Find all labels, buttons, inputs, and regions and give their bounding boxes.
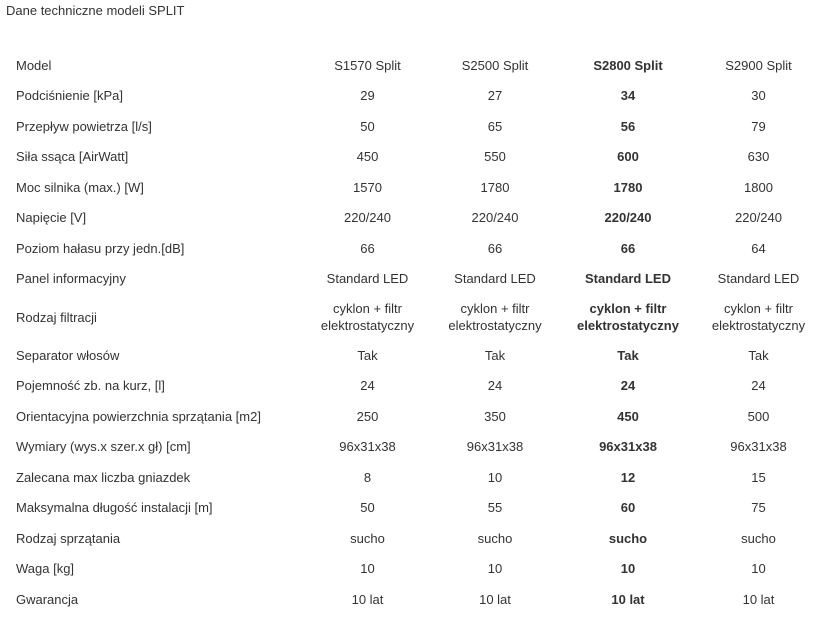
table-row (8, 264, 826, 295)
row-value: cyklon + filtr elektrostatyczny (448, 301, 542, 333)
row-value: 10 (751, 561, 766, 577)
row-value: 66 (360, 240, 375, 256)
model-header: S2900 Split (725, 57, 792, 73)
row-value: 10 lat (611, 591, 645, 607)
row-value: 630 (747, 149, 770, 165)
row-value: 250 (356, 408, 379, 424)
row-value: 450 (356, 149, 379, 165)
row-value: Tak (748, 347, 769, 363)
model-header: S1570 Split (334, 57, 401, 73)
row-value: 96x31x38 (466, 439, 524, 455)
row-label: Zalecana max liczba gniazdek (16, 469, 191, 485)
row-label: Rodzaj filtracji (16, 309, 97, 325)
row-value: 1780 (480, 179, 510, 195)
row-value: 75 (751, 500, 766, 516)
row-value: 1780 (613, 179, 643, 195)
row-value: 24 (620, 378, 636, 394)
row-label: Panel informacyjny (16, 271, 126, 287)
row-value: 96x31x38 (599, 439, 657, 455)
row-value: 96x31x38 (730, 439, 787, 455)
table-row (8, 340, 826, 371)
table-row (8, 233, 826, 264)
model-header: S2800 Split (593, 57, 663, 73)
row-value: sucho (608, 530, 648, 546)
row-value: 96x31x38 (339, 439, 396, 455)
row-value: Tak (617, 347, 639, 363)
row-value: 500 (747, 408, 770, 424)
row-value: 10 lat (479, 591, 511, 607)
row-value: 55 (487, 500, 503, 516)
row-value: cyklon + filtr elektrostatyczny (320, 301, 415, 333)
row-value: 65 (487, 118, 503, 134)
table-row (8, 142, 826, 173)
row-value: 30 (751, 88, 766, 104)
row-value: sucho (350, 530, 385, 546)
row-label: Waga [kg] (16, 561, 75, 577)
row-value: 220/240 (735, 210, 782, 226)
row-label: Podciśnienie [kPa] (16, 88, 123, 104)
row-value: 60 (620, 500, 636, 516)
row-value: 220/240 (471, 210, 519, 226)
row-value: 12 (620, 469, 636, 485)
row-value: 10 lat (742, 591, 775, 607)
row-value: Standard LED (585, 271, 671, 287)
row-value: 220/240 (344, 210, 391, 226)
row-value: sucho (741, 530, 776, 546)
row-value: 27 (487, 88, 503, 104)
table-row (8, 294, 826, 340)
row-value: 8 (363, 469, 372, 485)
row-value: 66 (487, 240, 503, 256)
row-value: 24 (487, 378, 503, 394)
row-label: Napięcie [V] (16, 210, 87, 226)
row-label: Rodzaj sprzątania (16, 530, 121, 546)
table-row (8, 81, 826, 112)
row-value: 550 (484, 149, 506, 165)
table-row (8, 432, 826, 463)
row-label: Poziom hałasu przy jedn.[dB] (16, 240, 185, 256)
row-value: 450 (617, 408, 639, 424)
row-value: 15 (751, 469, 766, 485)
table-row (8, 554, 826, 585)
row-value: 600 (617, 149, 639, 165)
row-label: Gwarancja (16, 591, 79, 607)
table-row (8, 111, 826, 142)
row-label: Orientacyjna powierzchnia sprzątania [m2] (16, 408, 261, 424)
page-title: Dane techniczne modeli SPLIT (6, 3, 185, 18)
table-row (8, 203, 826, 234)
row-label: Maksymalna długość instalacji [m] (16, 500, 213, 516)
row-value: cyklon + filtr elektrostatyczny (711, 301, 806, 333)
row-value: 350 (484, 408, 506, 424)
row-label: Przepływ powietrza [l/s] (16, 118, 152, 134)
row-value: 50 (360, 500, 375, 516)
table-row (8, 462, 826, 493)
row-label: Moc silnika (max.) [W] (16, 179, 144, 195)
row-value: 56 (620, 118, 636, 134)
row-value: 79 (751, 118, 766, 134)
row-label: Separator włosów (16, 347, 120, 363)
row-value: Tak (484, 347, 506, 363)
row-value: 34 (620, 88, 636, 104)
table-row (8, 493, 826, 524)
specs-table-body (8, 50, 826, 615)
row-value: Standard LED (326, 271, 409, 287)
header-label: Model (16, 57, 52, 73)
table-row (8, 371, 826, 402)
row-value: 50 (360, 118, 375, 134)
row-value: 64 (751, 240, 766, 256)
row-value: cyklon + filtr elektrostatyczny (577, 301, 679, 333)
specs-table (8, 50, 826, 615)
row-value: 1570 (353, 179, 382, 195)
row-value: 10 (360, 561, 375, 577)
row-value: Standard LED (717, 271, 800, 287)
row-value: 66 (620, 240, 636, 256)
row-value: Tak (357, 347, 378, 363)
model-header: S2500 Split (461, 57, 529, 73)
row-label: Siła ssąca [AirWatt] (16, 149, 129, 165)
table-row (8, 172, 826, 203)
row-value: 10 (487, 469, 503, 485)
table-row (8, 523, 826, 554)
row-value: 220/240 (604, 210, 652, 226)
row-value: 10 lat (351, 591, 384, 607)
row-value: sucho (477, 530, 513, 546)
row-value: 1800 (744, 179, 773, 195)
row-label: Pojemność zb. na kurz, [l] (16, 378, 165, 394)
table-row (8, 401, 826, 432)
table-row (8, 584, 826, 615)
row-value: Standard LED (454, 271, 536, 287)
row-value: 10 (487, 561, 503, 577)
row-value: 29 (360, 88, 375, 104)
row-value: 24 (751, 378, 766, 394)
row-value: 10 (620, 561, 636, 577)
row-label: Wymiary (wys.x szer.x gł) [cm] (16, 439, 191, 455)
row-value: 24 (360, 378, 375, 394)
table-header-row (8, 50, 826, 81)
